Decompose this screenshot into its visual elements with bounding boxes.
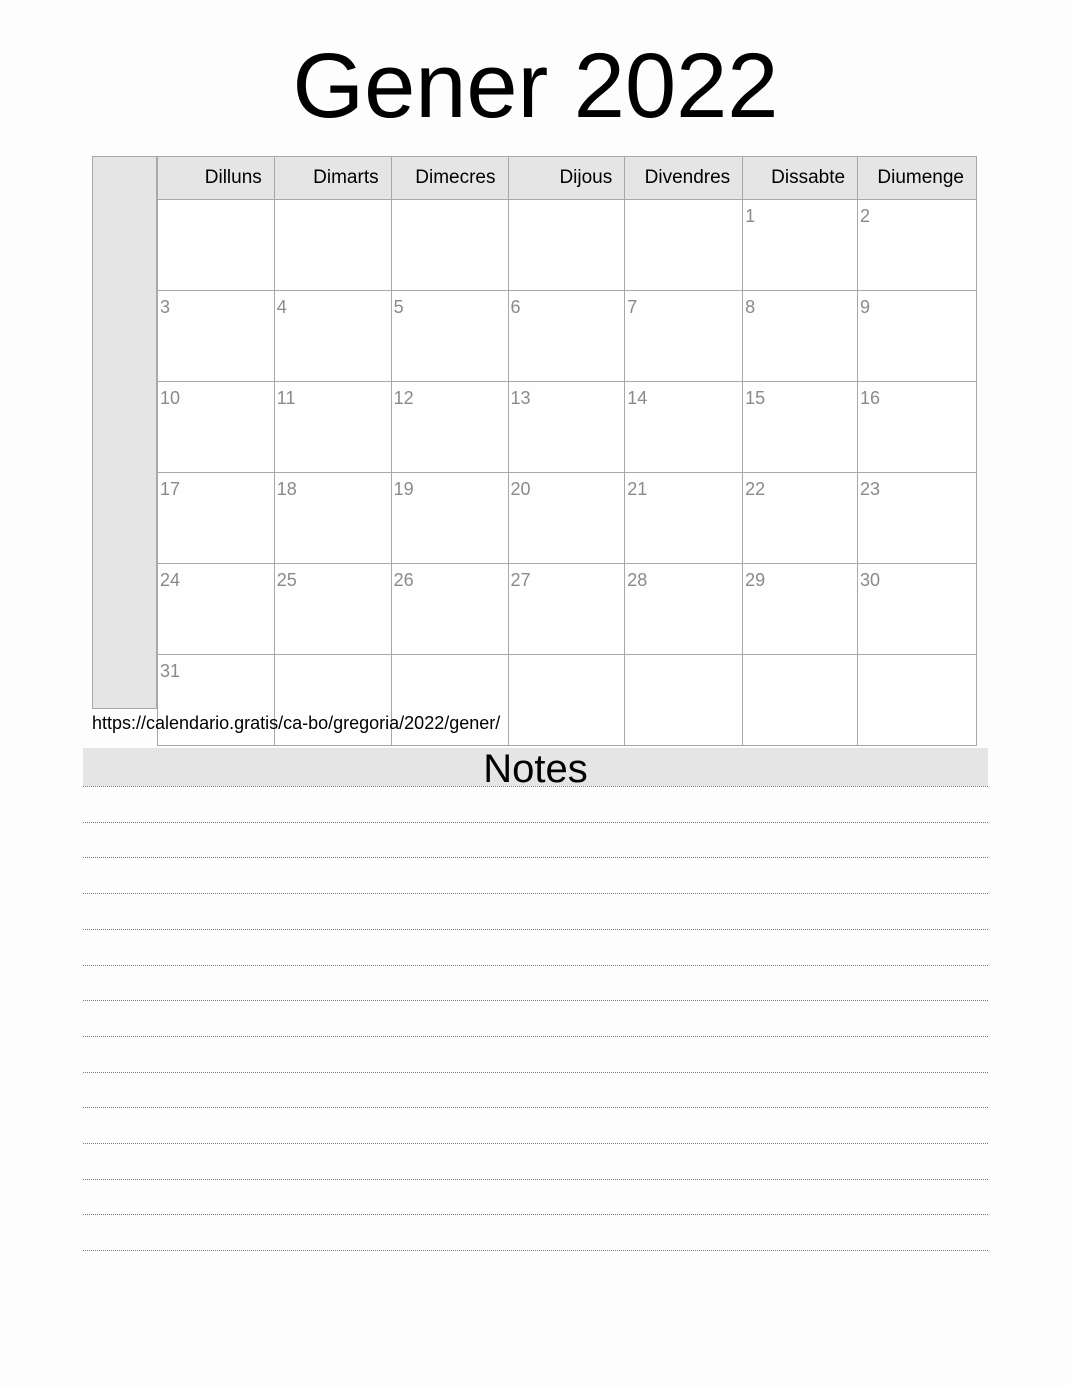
note-line — [83, 929, 988, 930]
day-cell[interactable]: 12 — [391, 382, 508, 473]
day-cell[interactable]: 22 — [743, 473, 858, 564]
weekday-header: Dissabte — [743, 157, 858, 200]
note-line — [83, 1072, 988, 1073]
day-cell[interactable]: 21 — [625, 473, 743, 564]
note-line — [83, 965, 988, 966]
weekday-header: Dimecres — [391, 157, 508, 200]
day-cell[interactable]: 14 — [625, 382, 743, 473]
weekday-header: Divendres — [625, 157, 743, 200]
day-cell[interactable]: 6 — [508, 291, 625, 382]
day-cell[interactable] — [508, 200, 625, 291]
day-cell[interactable]: 27 — [508, 564, 625, 655]
weekday-header: Dimarts — [274, 157, 391, 200]
note-line — [83, 857, 988, 858]
week-row — [158, 291, 977, 382]
day-cell[interactable]: 15 — [743, 382, 858, 473]
week-row — [158, 382, 977, 473]
weekday-header: Dijous — [508, 157, 625, 200]
day-cell[interactable]: 31 — [158, 655, 275, 746]
day-cell[interactable]: 18 — [274, 473, 391, 564]
day-cell[interactable]: 19 — [391, 473, 508, 564]
week-number-column — [92, 156, 157, 709]
weekday-header: Dilluns — [158, 157, 275, 200]
day-cell[interactable]: 7 — [625, 291, 743, 382]
note-line — [83, 1214, 988, 1215]
weekday-header: Diumenge — [858, 157, 977, 200]
note-line — [83, 786, 988, 787]
day-cell[interactable] — [274, 200, 391, 291]
day-cell[interactable]: 30 — [858, 564, 977, 655]
day-cell[interactable]: 23 — [858, 473, 977, 564]
day-cell[interactable]: 28 — [625, 564, 743, 655]
week-row — [158, 564, 977, 655]
day-cell[interactable]: 20 — [508, 473, 625, 564]
source-url: https://calendario.gratis/ca-bo/gregoria/2022/gener/ — [92, 713, 501, 733]
day-cell[interactable] — [743, 655, 858, 746]
day-cell[interactable] — [858, 655, 977, 746]
day-cell[interactable]: 16 — [858, 382, 977, 473]
day-cell[interactable]: 11 — [274, 382, 391, 473]
day-cell[interactable]: 8 — [743, 291, 858, 382]
calendar-title: Gener 2022 — [292, 35, 779, 137]
day-cell[interactable]: 10 — [158, 382, 275, 473]
note-line — [83, 1107, 988, 1108]
weekday-header-row — [158, 157, 977, 200]
day-cell[interactable]: 26 — [391, 564, 508, 655]
day-cell[interactable]: 5 — [391, 291, 508, 382]
week-row — [158, 473, 977, 564]
week-row — [158, 200, 977, 291]
notes-header: Notes — [83, 748, 988, 786]
note-line — [83, 1036, 988, 1037]
note-line — [83, 1250, 988, 1251]
day-cell[interactable]: 3 — [158, 291, 275, 382]
day-cell[interactable]: 25 — [274, 564, 391, 655]
day-cell[interactable]: 29 — [743, 564, 858, 655]
calendar-grid — [92, 156, 977, 710]
day-cell[interactable]: 4 — [274, 291, 391, 382]
day-cell[interactable] — [625, 655, 743, 746]
day-cell[interactable] — [391, 200, 508, 291]
day-cell[interactable] — [625, 200, 743, 291]
note-line — [83, 893, 988, 894]
day-cell[interactable] — [158, 200, 275, 291]
note-line — [83, 1143, 988, 1144]
month-table — [157, 156, 977, 746]
note-line — [83, 1179, 988, 1180]
note-line — [83, 1000, 988, 1001]
day-cell[interactable]: 24 — [158, 564, 275, 655]
note-line — [83, 822, 988, 823]
day-cell[interactable]: 1 — [743, 200, 858, 291]
day-cell[interactable]: 13 — [508, 382, 625, 473]
day-cell[interactable] — [508, 655, 625, 746]
day-cell[interactable]: 2 — [858, 200, 977, 291]
day-cell[interactable]: 17 — [158, 473, 275, 564]
day-cell[interactable]: 9 — [858, 291, 977, 382]
